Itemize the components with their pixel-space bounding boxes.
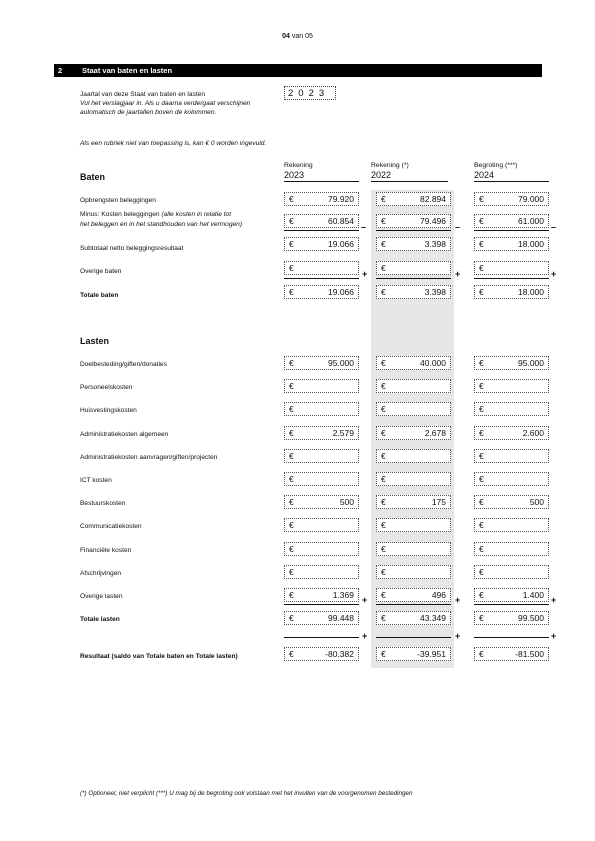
cell-value: 82.894 xyxy=(420,194,446,204)
euro-sign: € xyxy=(479,428,484,438)
section-number: 2 xyxy=(58,66,63,75)
cell-value: 2.600 xyxy=(522,428,544,438)
euro-sign: € xyxy=(381,287,386,297)
cell-administratiekosten-aanvragen-giften-projecten-2023[interactable] xyxy=(284,449,359,463)
plus-sign: + xyxy=(362,595,368,605)
cell-administratiekosten-algemeen-2022[interactable] xyxy=(376,426,451,440)
cell-afschrijvingen-2024[interactable] xyxy=(474,565,549,579)
cell-huisvestingskosten-2022[interactable] xyxy=(376,402,451,416)
euro-sign: € xyxy=(381,263,386,273)
sum-rule xyxy=(284,278,359,279)
cell-totale-lasten-2022[interactable] xyxy=(376,611,451,625)
euro-sign: € xyxy=(479,474,484,484)
cell-afschrijvingen-2022[interactable] xyxy=(376,565,451,579)
euro-sign: € xyxy=(479,613,484,623)
row-label-bestuurskosten: Bestuurskosten xyxy=(80,500,126,507)
zero-note: Als een rubriek niet van toepassing is, kan € 0 worden ingevuld. xyxy=(80,140,267,147)
sum-rule xyxy=(474,637,549,638)
plus-sign: + xyxy=(551,595,557,605)
cell-opbrengsten-2022[interactable] xyxy=(376,192,451,206)
cell-opbrengsten-2024[interactable] xyxy=(474,192,549,206)
euro-sign: € xyxy=(289,287,294,297)
cell-value: 1.400 xyxy=(522,590,544,600)
row-label-ict-kosten: ICT kosten xyxy=(80,477,112,484)
row-label-kosten-beleggingen xyxy=(80,210,231,219)
cell-value: 99.500 xyxy=(518,613,544,623)
cell-administratiekosten-aanvragen-giften-projecten-2022[interactable] xyxy=(376,449,451,463)
baten-heading: Baten xyxy=(80,172,106,182)
cell-administratiekosten-algemeen-2023[interactable] xyxy=(284,426,359,440)
cell-kosten-2022[interactable] xyxy=(376,214,451,228)
cell-value: 60.854 xyxy=(328,216,354,226)
euro-sign: € xyxy=(479,590,484,600)
lasten-heading: Lasten xyxy=(80,336,110,346)
row-label-subtotaal: Subtotaal netto beleggingsresultaat xyxy=(80,245,184,252)
cell-value: 2.678 xyxy=(424,428,446,438)
cell-administratiekosten-algemeen-2024[interactable] xyxy=(474,426,549,440)
euro-sign: € xyxy=(479,567,484,577)
euro-sign: € xyxy=(289,216,294,226)
cell-value: 99.448 xyxy=(328,613,354,623)
cell-bestuurskosten-2022[interactable] xyxy=(376,495,451,509)
cell-value: -39.951 xyxy=(417,649,446,659)
cell-resultaat-2024[interactable] xyxy=(474,647,549,661)
cell-value: 19.066 xyxy=(328,287,354,297)
cell-value: 496 xyxy=(431,590,446,600)
euro-sign: € xyxy=(381,520,386,530)
cell-value: 95.000 xyxy=(518,358,544,368)
cell-value: 175 xyxy=(431,497,446,507)
row-label-opbrengsten: Opbrengsten beleggingen xyxy=(80,197,156,204)
cell-doelbesteding-giften-donaties-2023[interactable] xyxy=(284,356,359,370)
cell-value: 43.349 xyxy=(420,613,446,623)
sum-rule xyxy=(376,637,451,638)
col-label-3: Begroting (***) xyxy=(474,162,518,169)
euro-sign: € xyxy=(479,520,484,530)
cell-value: 19.066 xyxy=(328,239,354,249)
minus-sign: – xyxy=(455,222,461,232)
cell-value: 2.579 xyxy=(332,428,354,438)
cell-value: 79.920 xyxy=(328,194,354,204)
row-label-financi-le-kosten: Financiële kosten xyxy=(80,547,132,554)
sum-rule xyxy=(284,230,359,231)
euro-sign: € xyxy=(381,216,386,226)
euro-sign: € xyxy=(289,567,294,577)
cell-overige-lasten-2022[interactable] xyxy=(376,588,451,602)
cell-personeelskosten-2024[interactable] xyxy=(474,379,549,393)
cell-kosten-2023[interactable] xyxy=(284,214,359,228)
cell-doelbesteding-giften-donaties-2024[interactable] xyxy=(474,356,549,370)
page-indicator xyxy=(0,33,595,40)
row-label-personeelskosten: Personeelskosten xyxy=(80,384,133,391)
cell-value: 18.000 xyxy=(518,287,544,297)
col-rule-3 xyxy=(474,181,549,182)
cell-ict-kosten-2023[interactable] xyxy=(284,472,359,486)
plus-sign: + xyxy=(455,631,461,641)
page-current: 04 xyxy=(282,33,290,40)
row-label-huisvestingskosten: Huisvestingskosten xyxy=(80,407,137,414)
plus-sign: + xyxy=(551,631,557,641)
year-hint-1: Vul het verslagjaar in. Als u daarna verdergaat verschijnen xyxy=(80,100,251,107)
sum-rule xyxy=(284,604,359,605)
cell-value: -80.382 xyxy=(325,649,354,659)
cell-huisvestingskosten-2024[interactable] xyxy=(474,402,549,416)
cell-value: 95.000 xyxy=(328,358,354,368)
euro-sign: € xyxy=(289,239,294,249)
euro-sign: € xyxy=(381,474,386,484)
euro-sign: € xyxy=(289,404,294,414)
sum-rule xyxy=(376,604,451,605)
cell-communicatiekosten-2022[interactable] xyxy=(376,518,451,532)
section-title: Staat van baten en lasten xyxy=(82,66,173,75)
euro-sign: € xyxy=(381,381,386,391)
row-label-communicatiekosten: Communicatiekosten xyxy=(80,523,142,530)
cell-overige-lasten-2023[interactable] xyxy=(284,588,359,602)
euro-sign: € xyxy=(479,381,484,391)
plus-sign: + xyxy=(551,269,557,279)
year-input[interactable]: 2023 xyxy=(284,86,336,100)
sum-rule xyxy=(474,278,549,279)
euro-sign: € xyxy=(381,451,386,461)
col-year-1: 2023 xyxy=(284,170,305,180)
cell-value: 500 xyxy=(339,497,354,507)
euro-sign: € xyxy=(381,497,386,507)
cell-value: 40.000 xyxy=(420,358,446,368)
cell-ict-kosten-2022[interactable] xyxy=(376,472,451,486)
euro-sign: € xyxy=(479,194,484,204)
row-label-doelbesteding-giften-donaties: Doelbesteding/giften/donaties xyxy=(80,361,167,368)
row-label-overige-baten: Overige baten xyxy=(80,268,122,275)
col-year-2: 2022 xyxy=(371,170,392,180)
year-hint-2: automatisch de jaartallen boven de kolommen. xyxy=(80,109,217,116)
euro-sign: € xyxy=(289,520,294,530)
cell-afschrijvingen-2023[interactable] xyxy=(284,565,359,579)
cell-financi-le-kosten-2023[interactable] xyxy=(284,542,359,556)
row-label-overige-lasten: Overige lasten xyxy=(80,593,123,600)
plus-sign: + xyxy=(455,595,461,605)
cell-subtotaal-2024[interactable] xyxy=(474,237,549,251)
cell-personeelskosten-2022[interactable] xyxy=(376,379,451,393)
plus-sign: + xyxy=(362,631,368,641)
sum-rule xyxy=(474,230,549,231)
cell-value: 18.000 xyxy=(518,239,544,249)
cell-value: 3.398 xyxy=(424,239,446,249)
euro-sign: € xyxy=(289,590,294,600)
cell-value: -81.500 xyxy=(515,649,544,659)
cell-overige-baten-2023[interactable] xyxy=(284,261,359,275)
col-year-3: 2024 xyxy=(474,170,495,180)
row-label-afschrijvingen: Afschrijvingen xyxy=(80,570,122,577)
euro-sign: € xyxy=(289,497,294,507)
row-label-totale-lasten: Totale lasten xyxy=(80,616,120,623)
euro-sign: € xyxy=(479,497,484,507)
euro-sign: € xyxy=(289,544,294,554)
euro-sign: € xyxy=(289,451,294,461)
euro-sign: € xyxy=(289,381,294,391)
euro-sign: € xyxy=(479,263,484,273)
minus-sign: – xyxy=(551,222,557,232)
sum-rule xyxy=(474,604,549,605)
cell-opbrengsten-2023[interactable] xyxy=(284,192,359,206)
euro-sign: € xyxy=(289,263,294,273)
col-rule-2 xyxy=(371,181,448,182)
cell-bestuurskosten-2024[interactable] xyxy=(474,495,549,509)
cell-value: 79.496 xyxy=(420,216,446,226)
euro-sign: € xyxy=(479,404,484,414)
cell-totale-baten-2022[interactable] xyxy=(376,285,451,299)
euro-sign: € xyxy=(479,287,484,297)
cell-overige-lasten-2024[interactable] xyxy=(474,588,549,602)
kosten-note-1: (alle kosten in relatie tot xyxy=(161,211,232,218)
cell-totale-lasten-2023[interactable] xyxy=(284,611,359,625)
euro-sign: € xyxy=(479,451,484,461)
col-rule-1 xyxy=(284,181,359,182)
euro-sign: € xyxy=(381,544,386,554)
euro-sign: € xyxy=(381,428,386,438)
cell-kosten-2024[interactable] xyxy=(474,214,549,228)
cell-totale-lasten-2024[interactable] xyxy=(474,611,549,625)
euro-sign: € xyxy=(289,194,294,204)
kosten-label: Minus: Kosten beleggingen xyxy=(80,211,160,218)
cell-financi-le-kosten-2022[interactable] xyxy=(376,542,451,556)
euro-sign: € xyxy=(381,404,386,414)
cell-communicatiekosten-2024[interactable] xyxy=(474,518,549,532)
euro-sign: € xyxy=(289,474,294,484)
cell-subtotaal-2022[interactable] xyxy=(376,237,451,251)
cell-overige-baten-2022[interactable] xyxy=(376,261,451,275)
cell-personeelskosten-2023[interactable] xyxy=(284,379,359,393)
cell-totale-baten-2023[interactable] xyxy=(284,285,359,299)
euro-sign: € xyxy=(479,358,484,368)
cell-value: 500 xyxy=(529,497,544,507)
cell-value: 1.369 xyxy=(332,590,354,600)
euro-sign: € xyxy=(381,358,386,368)
plus-sign: + xyxy=(362,269,368,279)
row-label-administratiekosten-aanvragen-giften-projecten: Administratiekosten aanvragen/giften/projecten xyxy=(80,454,218,461)
row-label-totale-baten: Totale baten xyxy=(80,292,119,299)
cell-financi-le-kosten-2024[interactable] xyxy=(474,542,549,556)
section-header xyxy=(54,64,542,77)
euro-sign: € xyxy=(381,567,386,577)
cell-communicatiekosten-2023[interactable] xyxy=(284,518,359,532)
row-label-administratiekosten-algemeen: Administratiekosten algemeen xyxy=(80,431,169,438)
euro-sign: € xyxy=(381,649,386,659)
cell-resultaat-2023[interactable] xyxy=(284,647,359,661)
cell-bestuurskosten-2023[interactable] xyxy=(284,495,359,509)
sum-rule xyxy=(376,278,451,279)
euro-sign: € xyxy=(381,613,386,623)
euro-sign: € xyxy=(381,194,386,204)
cell-administratiekosten-aanvragen-giften-projecten-2024[interactable] xyxy=(474,449,549,463)
cell-doelbesteding-giften-donaties-2022[interactable] xyxy=(376,356,451,370)
euro-sign: € xyxy=(479,649,484,659)
cell-subtotaal-2023[interactable] xyxy=(284,237,359,251)
euro-sign: € xyxy=(479,544,484,554)
euro-sign: € xyxy=(289,613,294,623)
euro-sign: € xyxy=(381,590,386,600)
cell-resultaat-2022[interactable] xyxy=(376,647,451,661)
page-of: van 05 xyxy=(291,33,313,40)
cell-value: 61.000 xyxy=(518,216,544,226)
cell-value: 3.398 xyxy=(424,287,446,297)
euro-sign: € xyxy=(381,239,386,249)
row-label-resultaat: Resultaat (saldo van Totale baten en Totale lasten) xyxy=(80,653,238,660)
year-label: Jaartal van deze Staat van baten en lasten xyxy=(80,91,206,98)
col-label-1: Rekening xyxy=(284,162,313,169)
euro-sign: € xyxy=(479,216,484,226)
euro-sign: € xyxy=(479,239,484,249)
minus-sign: – xyxy=(361,222,367,232)
sum-rule xyxy=(284,637,359,638)
euro-sign: € xyxy=(289,428,294,438)
footnote: (*) Optioneel, niet verplicht (***) U mag bij de begroting ook volstaan met het invullen van de voorgenomen bestedingen xyxy=(80,790,413,797)
cell-totale-baten-2024[interactable] xyxy=(474,285,549,299)
euro-sign: € xyxy=(289,649,294,659)
col-label-2: Rekening (*) xyxy=(371,162,409,169)
kosten-note-2: het beleggen en in het standhouden van het vermogen) xyxy=(80,221,243,228)
plus-sign: + xyxy=(455,269,461,279)
cell-huisvestingskosten-2023[interactable] xyxy=(284,402,359,416)
sum-rule xyxy=(376,230,451,231)
euro-sign: € xyxy=(289,358,294,368)
cell-overige-baten-2024[interactable] xyxy=(474,261,549,275)
cell-ict-kosten-2024[interactable] xyxy=(474,472,549,486)
cell-value: 79.000 xyxy=(518,194,544,204)
